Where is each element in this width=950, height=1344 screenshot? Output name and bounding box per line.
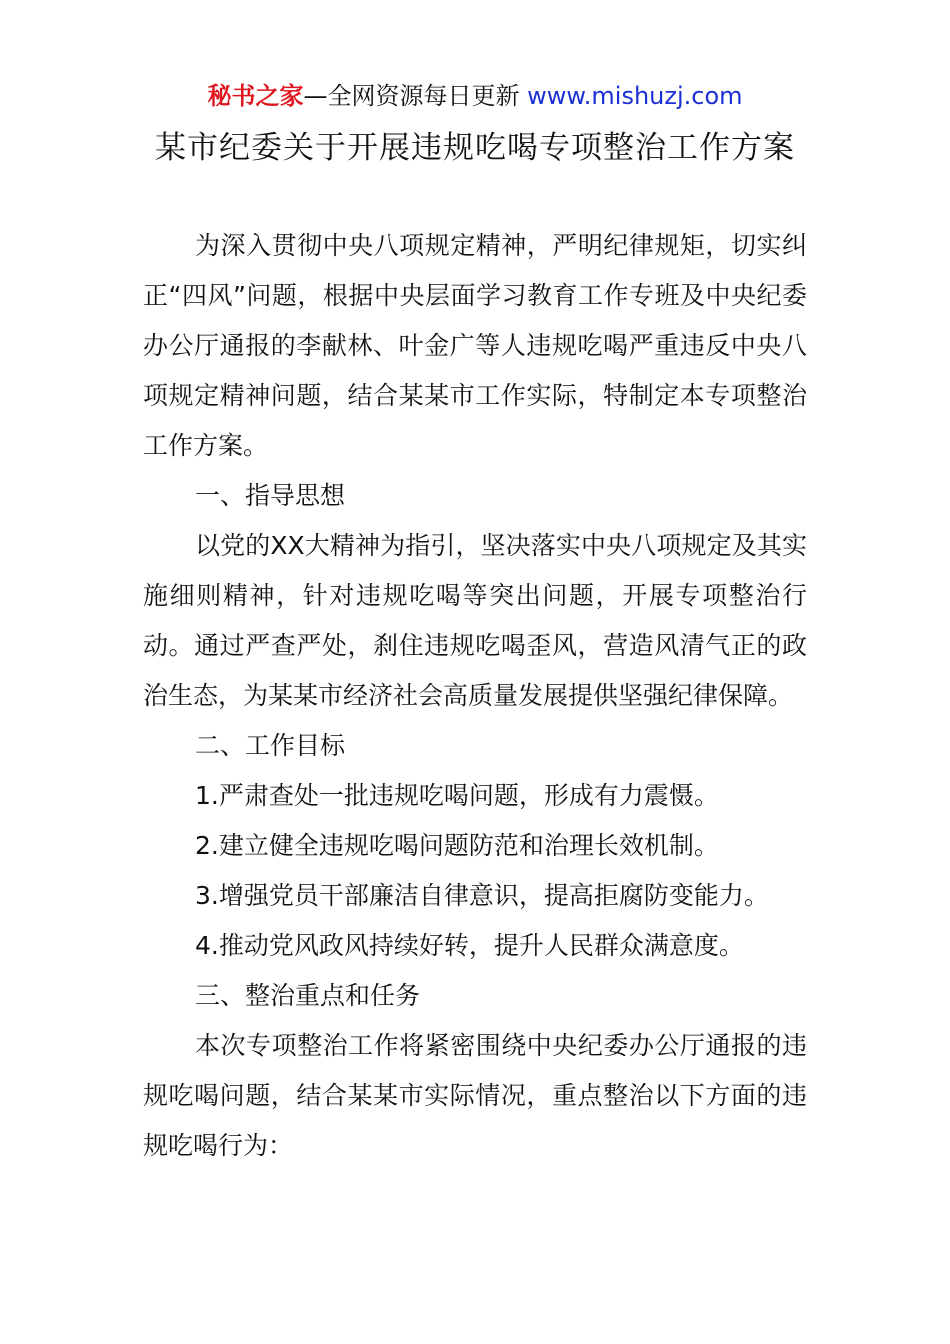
site-banner xyxy=(0,78,950,114)
section-heading-key-tasks: 三、整治重点和任务 xyxy=(195,981,421,1010)
section-heading-work-goals: 二、工作目标 xyxy=(195,731,346,760)
goal-item: 3.增强党员干部廉洁自律意识，提高拒腐防变能力。 xyxy=(195,881,769,910)
document-body xyxy=(143,221,807,1171)
brand-name: 秘书之家 xyxy=(207,82,304,110)
section-heading-guiding-ideology: 一、指导思想 xyxy=(195,481,346,510)
document-title: 某市纪委关于开展违规吃喝专项整治工作方案 xyxy=(155,130,795,166)
site-url-link[interactable]: www.mishuzj.com xyxy=(527,82,743,110)
goal-item: 4.推动党风政风持续好转，提升人民群众满意度。 xyxy=(195,931,744,960)
banner-tagline: —全网资源每日更新 xyxy=(303,82,520,110)
goal-item: 2.建立健全违规吃喝问题防范和治理长效机制。 xyxy=(195,831,719,860)
guiding-ideology-paragraph: 以党的XX大精神为指引，坚决落实中央八项规定及其实施细则精神，针对违规吃喝等突出问题，开展专项整治行动。通过严查严处，刹住违规吃喝歪风，营造风清气正的政治生态，为某某市经济社会高质量发展提供坚强纪律保障。 xyxy=(143,531,807,710)
intro-paragraph: 为深入贯彻中央八项规定精神，严明纪律规矩，切实纠正“四风”问题，根据中央层面学习教育工作专班及中央纪委办公厅通报的李献林、叶金广等人违规吃喝严重违反中央八项规定精神问题，结合某某市工作实际，特制定本专项整治工作方案。 xyxy=(143,231,807,460)
goal-item: 1.严肃查处一批违规吃喝问题，形成有力震慑。 xyxy=(195,781,719,810)
key-tasks-paragraph: 本次专项整治工作将紧密围绕中央纪委办公厅通报的违规吃喝问题，结合某某市实际情况，重点整治以下方面的违规吃喝行为： xyxy=(143,1031,807,1160)
